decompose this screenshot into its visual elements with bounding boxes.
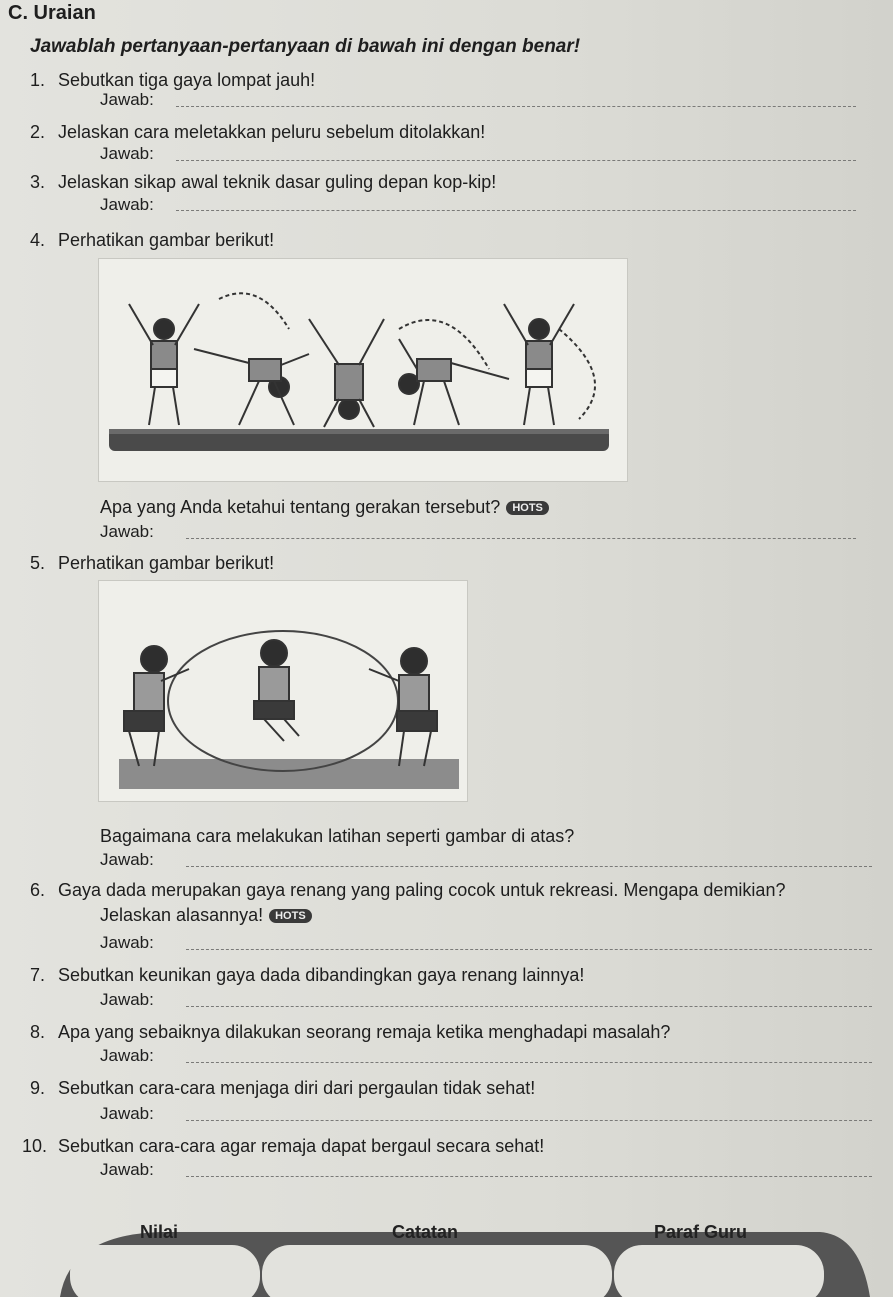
answer-label-5: Jawab: <box>100 850 154 869</box>
question-10: 10. Sebutkan cara-cara agar remaja dapat bergaul secara sehat! <box>22 1136 545 1156</box>
answer-line-10[interactable] <box>186 1176 872 1177</box>
answer-label-1: Jawab: <box>100 90 154 109</box>
answer-label-3: Jawab: <box>100 195 154 214</box>
question-9: 9. Sebutkan cara-cara menjaga diri dari pergaulan tidak sehat! <box>30 1078 536 1098</box>
question-8: 8. Apa yang sebaiknya dilakukan seorang remaja ketika menghadapi masalah? <box>30 1022 671 1042</box>
answer-line-3[interactable] <box>176 210 856 211</box>
question-2: 2. Jelaskan cara meletakkan peluru sebelum ditolakkan! <box>30 122 486 142</box>
answer-line-7[interactable] <box>186 1006 872 1007</box>
section-title: C. Uraian <box>8 2 96 24</box>
question-4: 4. Perhatikan gambar berikut! <box>30 230 275 250</box>
question-5-followup: Bagaimana cara melakukan latihan seperti gambar di atas? <box>100 826 575 846</box>
answer-label-8: Jawab: <box>100 1046 154 1065</box>
answer-line-9[interactable] <box>186 1120 872 1121</box>
answer-label-2: Jawab: <box>100 144 154 163</box>
hots-badge: HOTS <box>269 909 312 923</box>
answer-line-8[interactable] <box>186 1062 872 1063</box>
question-6-line-2: Jelaskan alasannya! HOTS <box>100 905 312 926</box>
answer-line-6[interactable] <box>186 949 872 950</box>
answer-label-4: Jawab: <box>100 522 154 541</box>
answer-label-6: Jawab: <box>100 933 154 952</box>
question-6: 6. Gaya dada merupakan gaya renang yang paling cocok untuk rekreasi. Mengapa demikian? <box>30 880 786 900</box>
answer-line-2[interactable] <box>176 160 856 161</box>
answer-line-1[interactable] <box>176 106 856 107</box>
jump-rope-figure <box>98 580 468 802</box>
answer-label-10: Jawab: <box>100 1160 154 1179</box>
jump-rope-illustration <box>99 581 467 801</box>
kop-kip-figure <box>98 258 628 482</box>
footer-paraf-label: Paraf Guru <box>654 1222 748 1242</box>
answer-label-7: Jawab: <box>100 990 154 1009</box>
answer-label-9: Jawab: <box>100 1104 154 1123</box>
instruction: Jawablah pertanyaan-pertanyaan di bawah ini dengan benar! <box>30 36 581 57</box>
question-1: 1. Sebutkan tiga gaya lompat jauh! <box>30 70 316 90</box>
hots-badge: HOTS <box>506 501 549 515</box>
answer-line-5[interactable] <box>186 866 872 867</box>
kop-kip-illustration <box>99 259 627 481</box>
answer-line-4[interactable] <box>186 538 856 539</box>
question-5: 5. Perhatikan gambar berikut! <box>30 553 275 573</box>
question-3: 3. Jelaskan sikap awal teknik dasar guling depan kop-kip! <box>30 172 497 192</box>
question-7: 7. Sebutkan keunikan gaya dada dibandingkan gaya renang lainnya! <box>30 965 585 985</box>
question-4-followup: Apa yang Anda ketahui tentang gerakan tersebut? HOTS <box>100 497 549 518</box>
footer-nilai-label: Nilai <box>140 1222 179 1242</box>
footer-catatan-label: Catatan <box>392 1222 459 1242</box>
